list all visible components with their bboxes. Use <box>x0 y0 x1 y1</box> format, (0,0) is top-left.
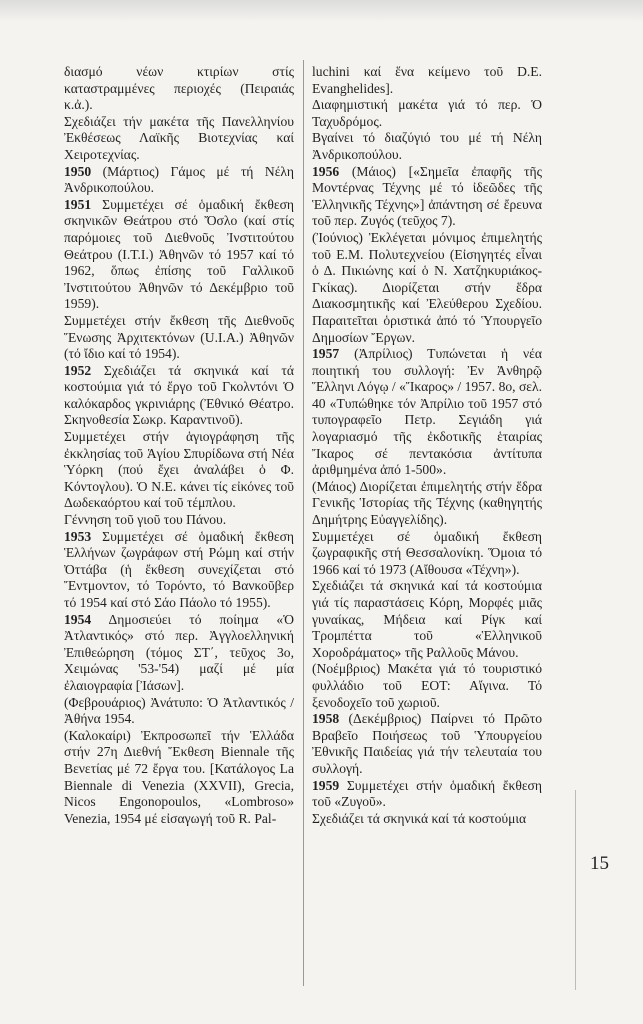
entry: (Καλοκαίρι) Ἐκπροσωπεῖ τήν Ἑλλάδα στήν 27η Διεθνή Ἔκθεση Biennale τῆς Βενετίας μέ 72 ἔργα του. [Κατάλογος La Biennale di Venezia (XXVII), Grecia, Nicos Engonopoulos, «Lombroso» Venezia, 1954 μέ εἰσαγωγή τοῦ R. Pal- <box>64 727 294 826</box>
entry: luchini καί ἕνα κείμενο τοῦ D.E. Evanghelides]. <box>312 64 542 96</box>
entry: 1956 (Μάιος) [«Σημεῖα ἐπαφῆς τῆς Μοντέρνας Τέχνης μέ τό ἰδεῶδες τῆς Ἑλληνικῆς Τέχνης»] ἀπάντηση σέ ἔρευνα τοῦ περ. Ζυγός (τεῦχος 7). <box>312 163 542 229</box>
entry: Διαφημιστική μακέτα γιά τό περ. Ὁ Ταχυδρόμος. <box>312 97 542 129</box>
entry: (Φεβρουάριος) Ἀνάτυπο: Ὁ Ἀτλαντικός / Ἀθήνα 1954. <box>64 694 294 727</box>
entry: Συμμετέχει σέ ὁμαδική ἔκθεση ζωγραφικῆς στή Θεσσαλονίκη. Ὅμοια τό 1966 καί τό 1973 (Αἴθουσα «Τέχνη»). <box>312 528 542 577</box>
column-divider <box>303 60 304 986</box>
left-column <box>64 64 294 827</box>
entry: (Ἰούνιος) Ἐκλέγεται μόνιμος ἐπιμελητής τοῦ Ε.Μ. Πολυτεχνείου (Εἰσηγητές εἶναι ὁ Δ. Πικιώνης καί ὁ Ν. Χατζηκυριάκος-Γκίκας). Διορίζεται στήν ἕδρα Διακοσμητικῆς καί Ἐλεύθερου Σχεδίου. Παραιτεῖται ὁριστικά ἀπό τό Ὑπουργεῖο Δημοσίων Ἔργων. <box>312 229 542 345</box>
entry: (Μάιος) Διορίζεται ἐπιμελητής στήν ἕδρα Γενικῆς Ἱστορίας τῆς Τέχνης (καθηγητής Δημήτρης Εὐαγγελίδης). <box>312 478 542 528</box>
entry: 1952 Σχεδιάζει τά σκηνικά καί τά κοστούμια γιά τό ἔργο τοῦ Γκολντόνι Ὁ καλόκαρδος γκρινιάρης (Ἐθνικό Θέατρο. Σκηνοθεσία Σωκρ. Καραντινοῦ). <box>64 362 294 428</box>
entry: 1959 Συμμετέχει στήν ὁμαδική ἔκθεση τοῦ «Ζυγοῦ». <box>312 777 542 810</box>
entry: Συμμετέχει στήν ἁγιογράφηση τῆς ἐκκλησίας τοῦ Ἁγίου Σπυρίδωνα στή Νέα Ὑόρκη (πού ἔχει ἀναλάβει ὁ Φ. Κόντογλου). Ὁ Ν.Ε. κάνει τίς εἰκόνες τοῦ Δωδεκαόρτου καί τοῦ τέμπλου. <box>64 429 294 511</box>
entry: (Νοέμβριος) Μακέτα γιά τό τουριστικό φυλλάδιο τοῦ ΕΟΤ: Αἴγινα. Τό ξενοδοχεῖο τοῦ χωριοῦ. <box>312 661 542 710</box>
entry: 1951 Συμμετέχει σέ ὁμαδική ἔκθεση σκηνικῶν Θεάτρου στό Ὄσλο (καί στίς παρόμοιες τοῦ Διεθνοῦς Ἰνστιτούτου Θεάτρου (I.T.I.) Ἀθηνῶν τό 1957 καί τό 1962, ὅπως ἐπίσης τοῦ Γαλλικοῦ Ἰνστιτούτου Ἀθηνῶν τό Δεκέμβριο τοῦ 1959). <box>64 196 295 312</box>
entry: 1950 (Μάρτιος) Γάμος μέ τή Νέλη Ἀνδρικοπούλου. <box>64 163 294 196</box>
entry: 1953 Συμμετέχει σέ ὁμαδική ἔκθεση Ἑλλήνων ζωγράφων στή Ρώμη καί στήν Ὀττάβα (ἡ ἔκθεση συνεχίζεται στό Ἔντμοντον, τό Τορόντο, τό Βανκοῦβερ τό 1954 καί στό Σάο Πάολο τό 1955). <box>64 528 295 610</box>
entry: Βγαίνει τό διαζύγιό του μέ τή Νέλη Ἀνδρικοπούλου. <box>312 130 542 162</box>
entry: διασμό νέων κτιρίων στίς καταστραμμένες περιοχές (Πειραιάς κ.ἀ.). <box>64 64 294 113</box>
margin-rule <box>575 790 576 990</box>
right-column <box>312 64 542 827</box>
page-top-shadow <box>0 0 643 22</box>
entry: 1954 Δημοσιεύει τό ποίημα «Ὁ Ἀτλαντικός» στό περ. Ἀγγλοελληνική Ἐπιθεώρηση (τόμος ΣΤ΄, τεῦχος 3ο, Χειμώνας '53-'54) μαζί μέ μία ἐλαιογραφία [Ἰάσων]. <box>64 611 294 693</box>
entry: Γέννηση τοῦ γιοῦ του Πάνου. <box>64 512 227 528</box>
page-number: 15 <box>590 853 609 874</box>
entry: 1958 (Δεκέμβριος) Παίρνει τό Πρῶτο Βραβεῖο Ποιήσεως τοῦ Ὑπουργείου Ἐθνικῆς Παιδείας γιά τήν τελευταία του συλλογή. <box>312 711 542 776</box>
entry: Σχεδιάζει τά σκηνικά καί τά κοστούμια γιά τίς παραστάσεις Κόρη, Μορφές μιᾶς γυναίκας, Μήδεια καί Ρίγκ καί Τρομπέττα τοῦ «Ἑλληνικοῦ Χοροδράματος» τῆς Ραλλοῦς Μάνου. <box>312 578 542 660</box>
entry: 1957 (Ἀπρίλιος) Τυπώνεται ἡ νέα ποιητική του συλλογή: Ἐν Ἀνθηρῷ Ἕλληνι Λόγῳ / «Ἴκαρος» / 1957. 8ο, σελ. 40 «Τυπώθηκε τόν Ἀπρίλιο τοῦ 1957 στό τυπογραφεῖο Πετρ. Σεγιάδη γιά λογαριασμό τῆς ἐκδοτικῆς ἑταιρίας Ἴκαρος σέ πεντακόσια ἀντίτυπα ἀριθμημένα ἀπό 1-500». <box>312 346 542 478</box>
entry: Συμμετέχει στήν ἔκθεση τῆς Διεθνοῦς Ἕνωσης Ἀρχιτεκτόνων (U.I.A.) Ἀθηνῶν (τό ἴδιο καί τό 1954). <box>64 312 294 362</box>
entry: Σχεδιάζει τά σκηνικά καί τά κοστούμια <box>312 810 527 826</box>
entry: Σχεδιάζει τήν μακέτα τῆς Πανελληνίου Ἐκθέσεως Λαϊκῆς Βιοτεχνίας καί Χειροτεχνίας. <box>64 113 294 162</box>
